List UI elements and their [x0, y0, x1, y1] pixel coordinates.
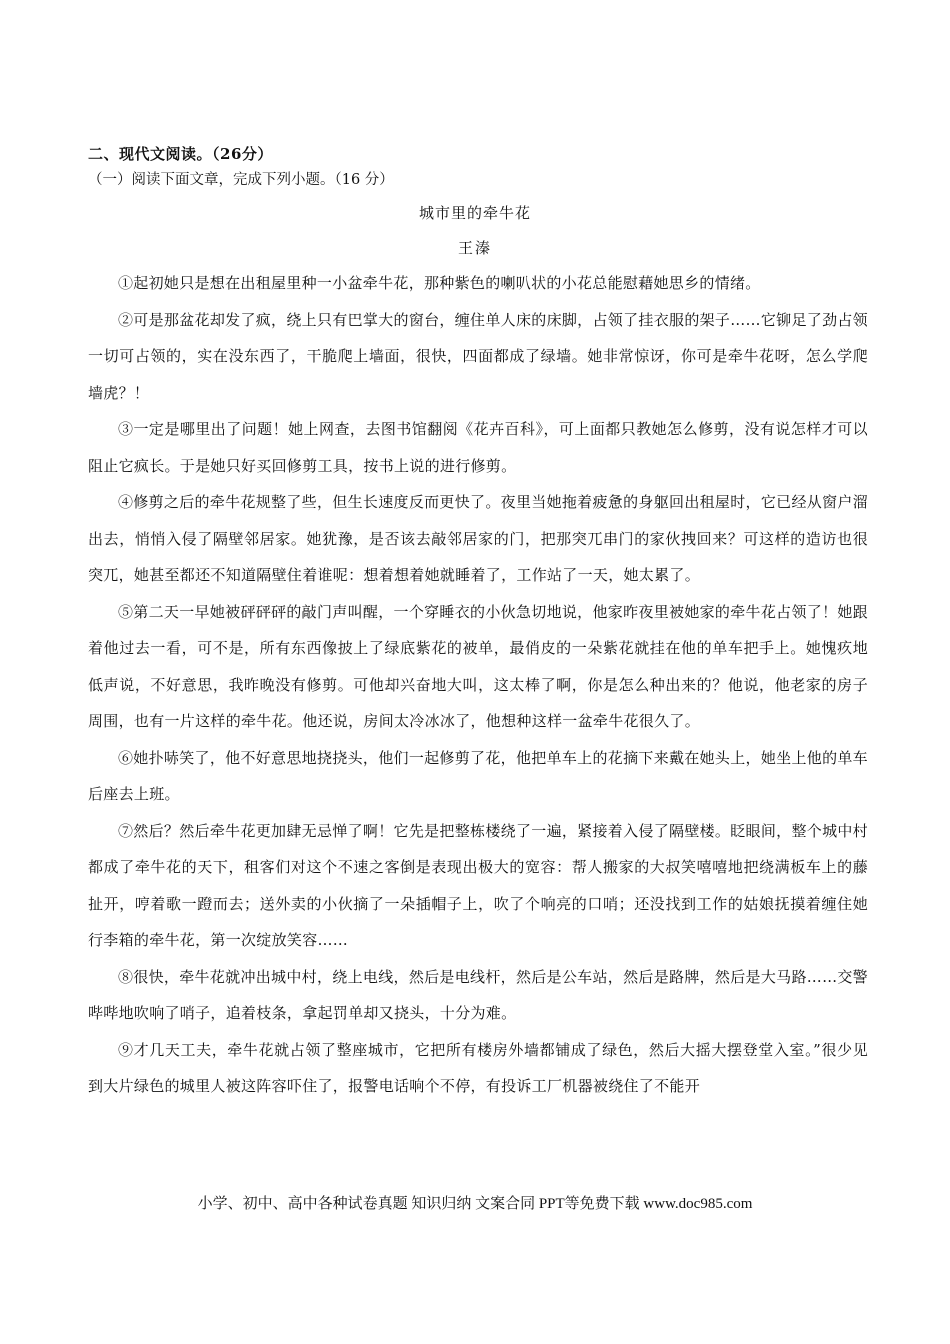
section-heading: 二、现代文阅读。（26分） — [88, 145, 273, 163]
question-instruction: （一）阅读下面文章，完成下列小题。（16 分） — [88, 172, 394, 188]
article-paragraph: ⑥她扑哧笑了，他不好意思地挠挠头，他们一起修剪了花，他把单车上的花摘下来戴在她头上，她坐上他的单车后座去上班。 — [88, 748, 868, 803]
article-paragraph: ③一定是哪里出了问题！她上网查，去图书馆翻阅《花卉百科》，可上面都只教她怎么修剪，没有说怎样才可以阻止它疯长。于是她只好买回修剪工具，按书上说的进行修剪。 — [88, 420, 868, 475]
article-paragraph: ①起初她只是想在出租屋里种一小盆牵牛花，那种紫色的喇叭状的小花总能慰藉她思乡的情绪。 — [118, 274, 761, 292]
article-body — [88, 265, 868, 1105]
article-title: 城市里的牵牛花 — [418, 204, 531, 222]
article-paragraph: ⑤第二天一早她被砰砰砰的敲门声叫醒，一个穿睡衣的小伙急切地说，他家昨夜里被她家的牵牛花占领了！她跟着他过去一看，可不是，所有东西像披上了绿底紫花的被单，最俏皮的一朵紫花就挂在他的单车把手上。她愧疚地低声说，不好意思，我昨晚没有修剪。可他却兴奋地大叫，这太棒了啊，你是怎么种出来的？他说，他老家的房子周围，也有一片这样的牵牛花。他还说，房间太冷冰冰了，他想种这样一盆牵牛花很久了。 — [88, 602, 868, 730]
article-author: 王溱 — [457, 239, 492, 257]
page-footer: 小学、初中、高中各种试卷真题 知识归纳 文案合同 PPT等免费下载 www.doc985.com — [197, 1196, 753, 1212]
article-paragraph: ②可是那盆花却发了疯，绕上只有巴掌大的窗台，缠住单人床的床脚，占领了挂衣服的架子……它铆足了劲占领一切可占领的，实在没东西了，干脆爬上墙面，很快，四面都成了绿墙。她非常惊讶，你可是牵牛花呀，怎么学爬墙虎？！ — [88, 310, 868, 402]
article-paragraph: ⑦然后？然后牵牛花更加肆无忌惮了啊！它先是把整栋楼绕了一遍，紧接着入侵了隔壁楼。眨眼间，整个城中村都成了牵牛花的天下，租客们对这个不速之客倒是表现出极大的宽容：帮人搬家的大叔笑嘻嘻地把绕满板车上的藤扯开，哼着歌一蹬而去；送外卖的小伙摘了一朵插帽子上，吹了个响亮的口哨；还没找到工作的姑娘抚摸着缠住她行李箱的牵牛花，第一次绽放笑容…… — [88, 821, 868, 949]
article-paragraph: ⑧很快，牵牛花就冲出城中村，绕上电线，然后是电线杆，然后是公车站，然后是路牌，然后是大马路……交警哔哔地吹响了哨子，追着枝条，拿起罚单却又挠头，十分为难。 — [88, 967, 868, 1022]
article-paragraph: ④修剪之后的牵牛花规整了些，但生长速度反而更快了。夜里当她拖着疲惫的身躯回出租屋时，它已经从窗户溜出去，悄悄入侵了隔壁邻居家。她犹豫，是否该去敲邻居家的门，把那突兀串门的家伙拽回来？可这样的造访也很突兀，她甚至都还不知道隔壁住着谁呢：想着想着她就睡着了，工作站了一天，她太累了。 — [88, 493, 868, 584]
article-paragraph: ⑨才几天工夫，牵牛花就占领了整座城市，它把所有楼房外墙都铺成了绿色，然后大摇大摆登堂入室。”很少见到大片绿色的城里人被这阵容吓住了，报警电话响个不停，有投诉工厂机器被绕住了不能开 — [88, 1040, 868, 1095]
